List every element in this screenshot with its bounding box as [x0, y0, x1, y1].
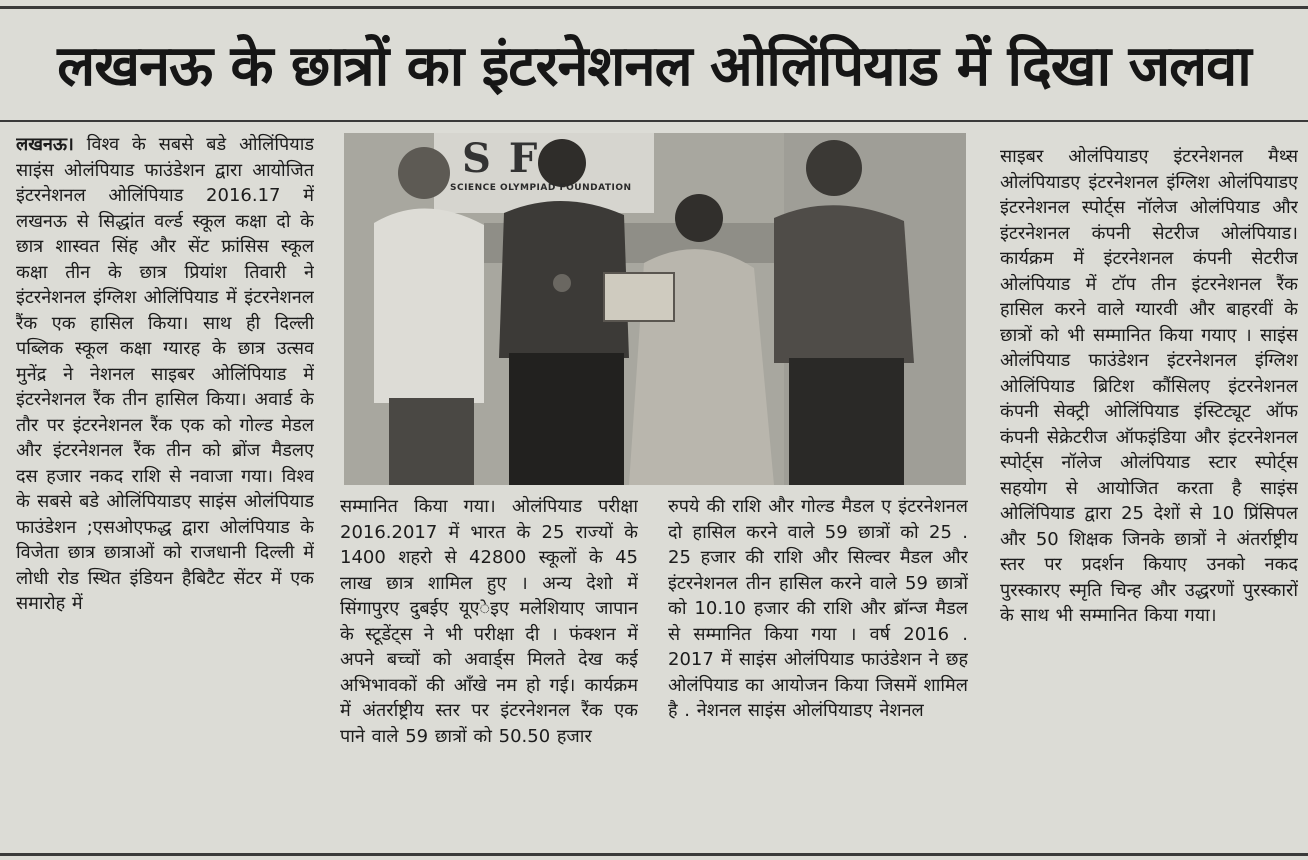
column-3-text: रुपये की राशि और गोल्ड मैडल ए इंटरनेशनल दो हासिल करने वाले 59 छात्रों को 25 . 25 हजार की राशि और सिल्वर मैडल और इंटरनेशनल तीन हासिल करने वाले 59 छात्रों को 10.10 हजार की राशि और ब्रॉन्ज मैडल से सम्मानित किया गया । वर्ष 2016 . 2017 में साइंस ओलंपियाड फाउंडेशन ने छह ओलंपियाड का आयोजन किया जिसमें शामिल है . नेशनल साइंस ओलंपियाडए नेशनल [668, 496, 968, 721]
headline: लखनऊ के छात्रों का इंटरनेशनल ओलिंपियाड में दिखा जलवा [57, 34, 1251, 99]
foundation-banner-text: SCIENCE OLYMPIAD FOUNDATION [450, 183, 632, 193]
sof-logo: S F [462, 135, 540, 182]
bottom-rule [0, 853, 1308, 856]
dateline: लखनऊ। [16, 134, 74, 155]
headline-rule [0, 120, 1308, 122]
article-column-1 [16, 132, 314, 852]
column-4-text: साइबर ओलंपियाडए इंटरनेशनल मैथ्स ओलंपियाडए इंटरनेशनल इंग्लिश ओलंपियाडए इंटरनेशनल स्पोर्ट्स नॉलेज ओलंपियाड और इंटरनेशनल कंपनी सेटरीज ओलंपियाड।कार्यक्रम में इंटरनेशनल कंपनी सेटरीज ओलंपियाड में टॉप तीन इंटरनेशनल रैंक हासिल करने वाले ग्यारवी और बाहरवीं के छात्रों को भी सम्मानित किया गयाए । साइंस ओलंपियाड फाउंडेशन इंटरनेशनल इंग्लिश ओलिंपियाड ब्रिटिश कौंसिलए इंटरनेशनल कंपनी सेक्ट्री ओलिंपियाड इंस्टिट्यूट ऑफ कंपनी सेक्रेटरीज ऑफइंडिया और इंटरनेशनल स्पोर्ट्स नॉलेज ओलंपियाड स्टार स्पोर्ट्स सहयोग से आयोजित करता है साइंस ओलिंपियाड द्वारा 25 देशों से 10 प्रिंसिपल और 50 शिक्षक जिनके छात्रों ने अंतर्राष्ट्रीय स्तर पर प्रदर्शन कियाए उनको नकद पुरस्कारए स्मृति चिन्ह और उद्धरणों पुरस्कारों के साथ भी सम्मानित किया गया। [1000, 146, 1298, 626]
article-column-2 [340, 494, 638, 844]
article-column-3 [668, 494, 968, 844]
column-2-text: सम्मानित किया गया। ओलंपियाड परीक्षा 2016.2017 में भारत के 25 राज्यों के 1400 शहरो से 42800 स्कूलों के 45 लाख छात्र शामिल हुए । अन्य देशो में सिंगापुरए दुबईए यूएेइए मलेशियाए जापान के स्टूडेंट्स ने भी परीक्षा दी । फंक्शन में अपने बच्चों को अवार्ड्स मिलते देख कई अभिभावकों की आँखे नम हो गई। कार्यक्रम में अंतर्राष्ट्रीय स्तर पर इंटरनेशनल रैंक एक पाने वाले 59 छात्रों को 50.50 हजार [340, 496, 638, 747]
photo-illustration [344, 133, 966, 485]
column-1-text: विश्व के सबसे बडे ओलिंपियाड साइंस ओलंपियाड फाउंडेशन द्वारा आयोजित इंटरनेशनल ओलिंपियाड 2016.17 में लखनऊ से सिद्धांत वर्ल्ड स्कूल कक्षा दो के छात्र शास्वत सिंह और सेंट फ्रांसिस स्कूल कक्षा तीन के छात्र प्रियांश तिवारी ने इंटरनेशनल इंग्लिश ओलिंपियाड में इंटरनेशनल रैंक एक हासिल किया। साथ ही दिल्ली पब्लिक स्कूल कक्षा ग्यारह के छात्र उत्सव मुनेंद्र ने नेशनल साइबर ओलिंपियाड में इंटरनेशनल रैंक तीन हासिल किया। अवार्ड के तौर पर इंटरनेशनल रैंक एक को गोल्ड मेडल और इंटरनेशनल रैंक तीन को ब्रोंज मैडलए दस हजार नकद राशि से नवाजा गया। विश्व के सबसे बडे ओलिंपियाडए साइंस ओलंपियाड फाउंडेशन ;एसओएफद्ध द्वारा ओलंपियाड के विजेता छात्र छात्राओं को राजधानी दिल्ली में लोधी रोड स्थित इंडियन हैबिटैट सेंटर में एक समारोह में [16, 134, 314, 614]
article-column-4 [1000, 144, 1298, 844]
award-ceremony-photo [344, 133, 966, 485]
top-rule [0, 6, 1308, 9]
